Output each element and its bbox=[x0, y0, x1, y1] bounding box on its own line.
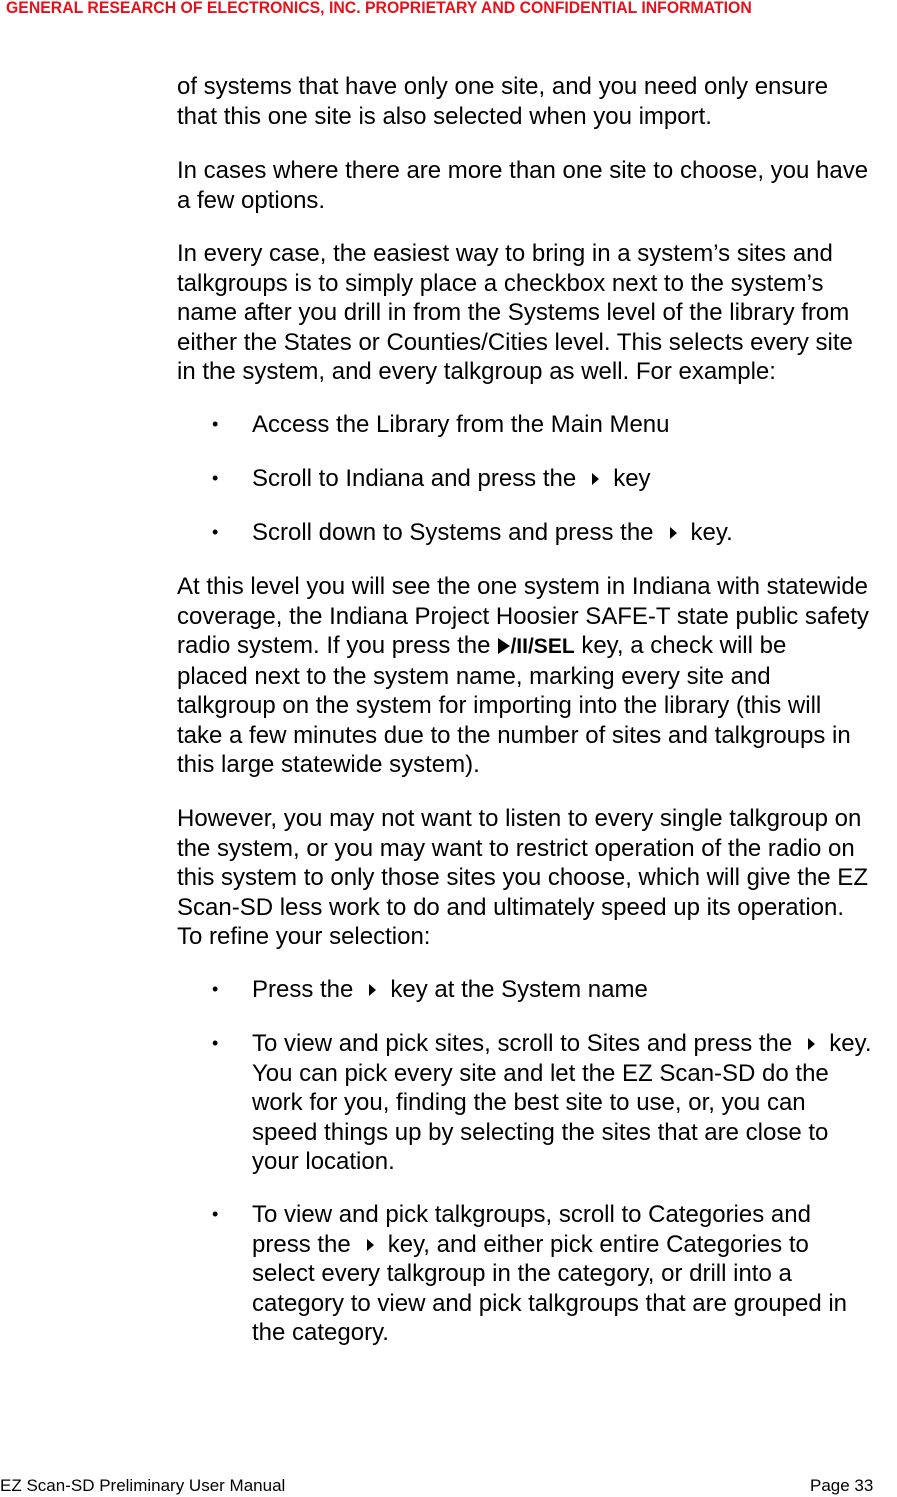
bullet-icon: • bbox=[212, 1033, 219, 1053]
text-line: To view and pick sites, scroll to Sites and press the bbox=[252, 1030, 793, 1057]
text-line: speed things up by selecting the sites that are close to bbox=[252, 1118, 829, 1146]
right-arrow-key-icon bbox=[808, 1038, 815, 1050]
paragraph bbox=[177, 239, 853, 387]
text-line: that this one site is also selected when you import. bbox=[177, 102, 712, 130]
page-number: Page 33 bbox=[810, 1476, 874, 1495]
text-line bbox=[252, 1230, 847, 1260]
text-line: name after you drill in from the Systems level of the library from bbox=[177, 299, 850, 326]
list-item bbox=[212, 464, 651, 494]
text-line: in the system, and every talkgroup as well. For example: bbox=[177, 358, 776, 385]
right-arrow-key-icon bbox=[670, 527, 677, 539]
text-line: To view and pick talkgroups, scroll to Categories and bbox=[252, 1201, 811, 1228]
text-line: this system to only those sites you choose, which will give the EZ bbox=[177, 864, 868, 891]
text-line bbox=[252, 1029, 871, 1059]
text-line: Scan-SD less work to do and ultimately speed up its operation. bbox=[177, 893, 845, 921]
right-arrow-key-icon bbox=[592, 473, 599, 485]
text-line: Scroll to Indiana and press the bbox=[252, 465, 577, 492]
text-line: coverage, the Indiana Project Hoosier SAFE-T state public safety bbox=[177, 602, 869, 630]
text-line: talkgroups is to simply place a checkbox next to the system’s bbox=[177, 269, 824, 297]
text-line: At this level you will see the one system in Indiana with statewide bbox=[177, 573, 869, 600]
text-line: talkgroup on the system for importing into the library (this will bbox=[177, 692, 822, 719]
text-line: In every case, the easiest way to bring in a system’s sites and bbox=[177, 240, 833, 267]
text-line: In cases where there are more than one site to choose, you have bbox=[177, 157, 869, 184]
confidentiality-header: GENERAL RESEARCH OF ELECTRONICS, INC. PROPRIETARY AND CONFIDENTIAL INFORMATION bbox=[6, 0, 752, 17]
text-line: However, you may not want to listen to every single talkgroup on bbox=[177, 805, 862, 832]
text-line: this large statewide system). bbox=[177, 751, 480, 778]
list-item bbox=[212, 410, 670, 440]
list-item bbox=[212, 1029, 872, 1177]
list-item bbox=[212, 518, 733, 548]
bullet-icon: • bbox=[212, 1204, 219, 1224]
play-key-icon bbox=[498, 638, 510, 654]
text-line: key at the System name bbox=[390, 976, 648, 1003]
footer-title: EZ Scan-SD Preliminary User Manual bbox=[0, 1476, 286, 1495]
bullet-icon: • bbox=[212, 414, 219, 434]
paragraph bbox=[177, 804, 868, 952]
text-line: of systems that have only one site, and you need only ensure bbox=[177, 73, 829, 100]
text-line: key, a check will be bbox=[581, 632, 787, 659]
right-arrow-key-icon bbox=[369, 984, 376, 996]
bullet-icon: • bbox=[212, 468, 219, 488]
text-line: placed next to the system name, marking every site and bbox=[177, 662, 771, 690]
right-arrow-key-icon bbox=[367, 1239, 374, 1251]
paragraph bbox=[177, 156, 868, 215]
paragraph bbox=[177, 72, 828, 131]
text-line: key, and either pick entire Categories to bbox=[387, 1230, 809, 1258]
bullet-icon: • bbox=[212, 979, 219, 999]
text-line: select every talkgroup in the category, or drill into a bbox=[252, 1260, 792, 1287]
text-line bbox=[177, 631, 869, 662]
text-line: You can pick every site and let the EZ Scan-SD do the bbox=[252, 1059, 829, 1087]
text-line: key. bbox=[829, 1030, 872, 1057]
text-line: your location. bbox=[252, 1148, 395, 1175]
text-line: a few options. bbox=[177, 186, 326, 214]
text-line: To refine your selection: bbox=[177, 923, 431, 950]
text-line: the category. bbox=[252, 1319, 389, 1346]
text-line: Access the Library from the Main Menu bbox=[252, 411, 670, 438]
text-line: category to view and pick talkgroups that are grouped in bbox=[252, 1289, 848, 1317]
text-line: either the States or Counties/Cities level. This selects every site bbox=[177, 328, 853, 356]
text-line: key. bbox=[690, 519, 733, 546]
paragraph bbox=[177, 572, 869, 780]
sel-key-label: /II/SEL bbox=[510, 635, 575, 658]
text-line: press the bbox=[252, 1230, 351, 1258]
text-line: Scroll down to Systems and press the bbox=[252, 519, 654, 546]
text-line: key bbox=[613, 465, 651, 492]
text-line: radio system. If you press the bbox=[177, 632, 491, 659]
text-line: the system, or you may want to restrict operation of the radio on bbox=[177, 834, 855, 862]
text-line: Press the bbox=[252, 976, 354, 1003]
bullet-icon: • bbox=[212, 522, 219, 542]
text-line: take a few minutes due to the number of sites and talkgroups in bbox=[177, 721, 851, 749]
list-item bbox=[212, 975, 648, 1005]
list-item bbox=[212, 1200, 848, 1348]
text-line: work for you, finding the best site to use, or, you can bbox=[252, 1089, 806, 1116]
